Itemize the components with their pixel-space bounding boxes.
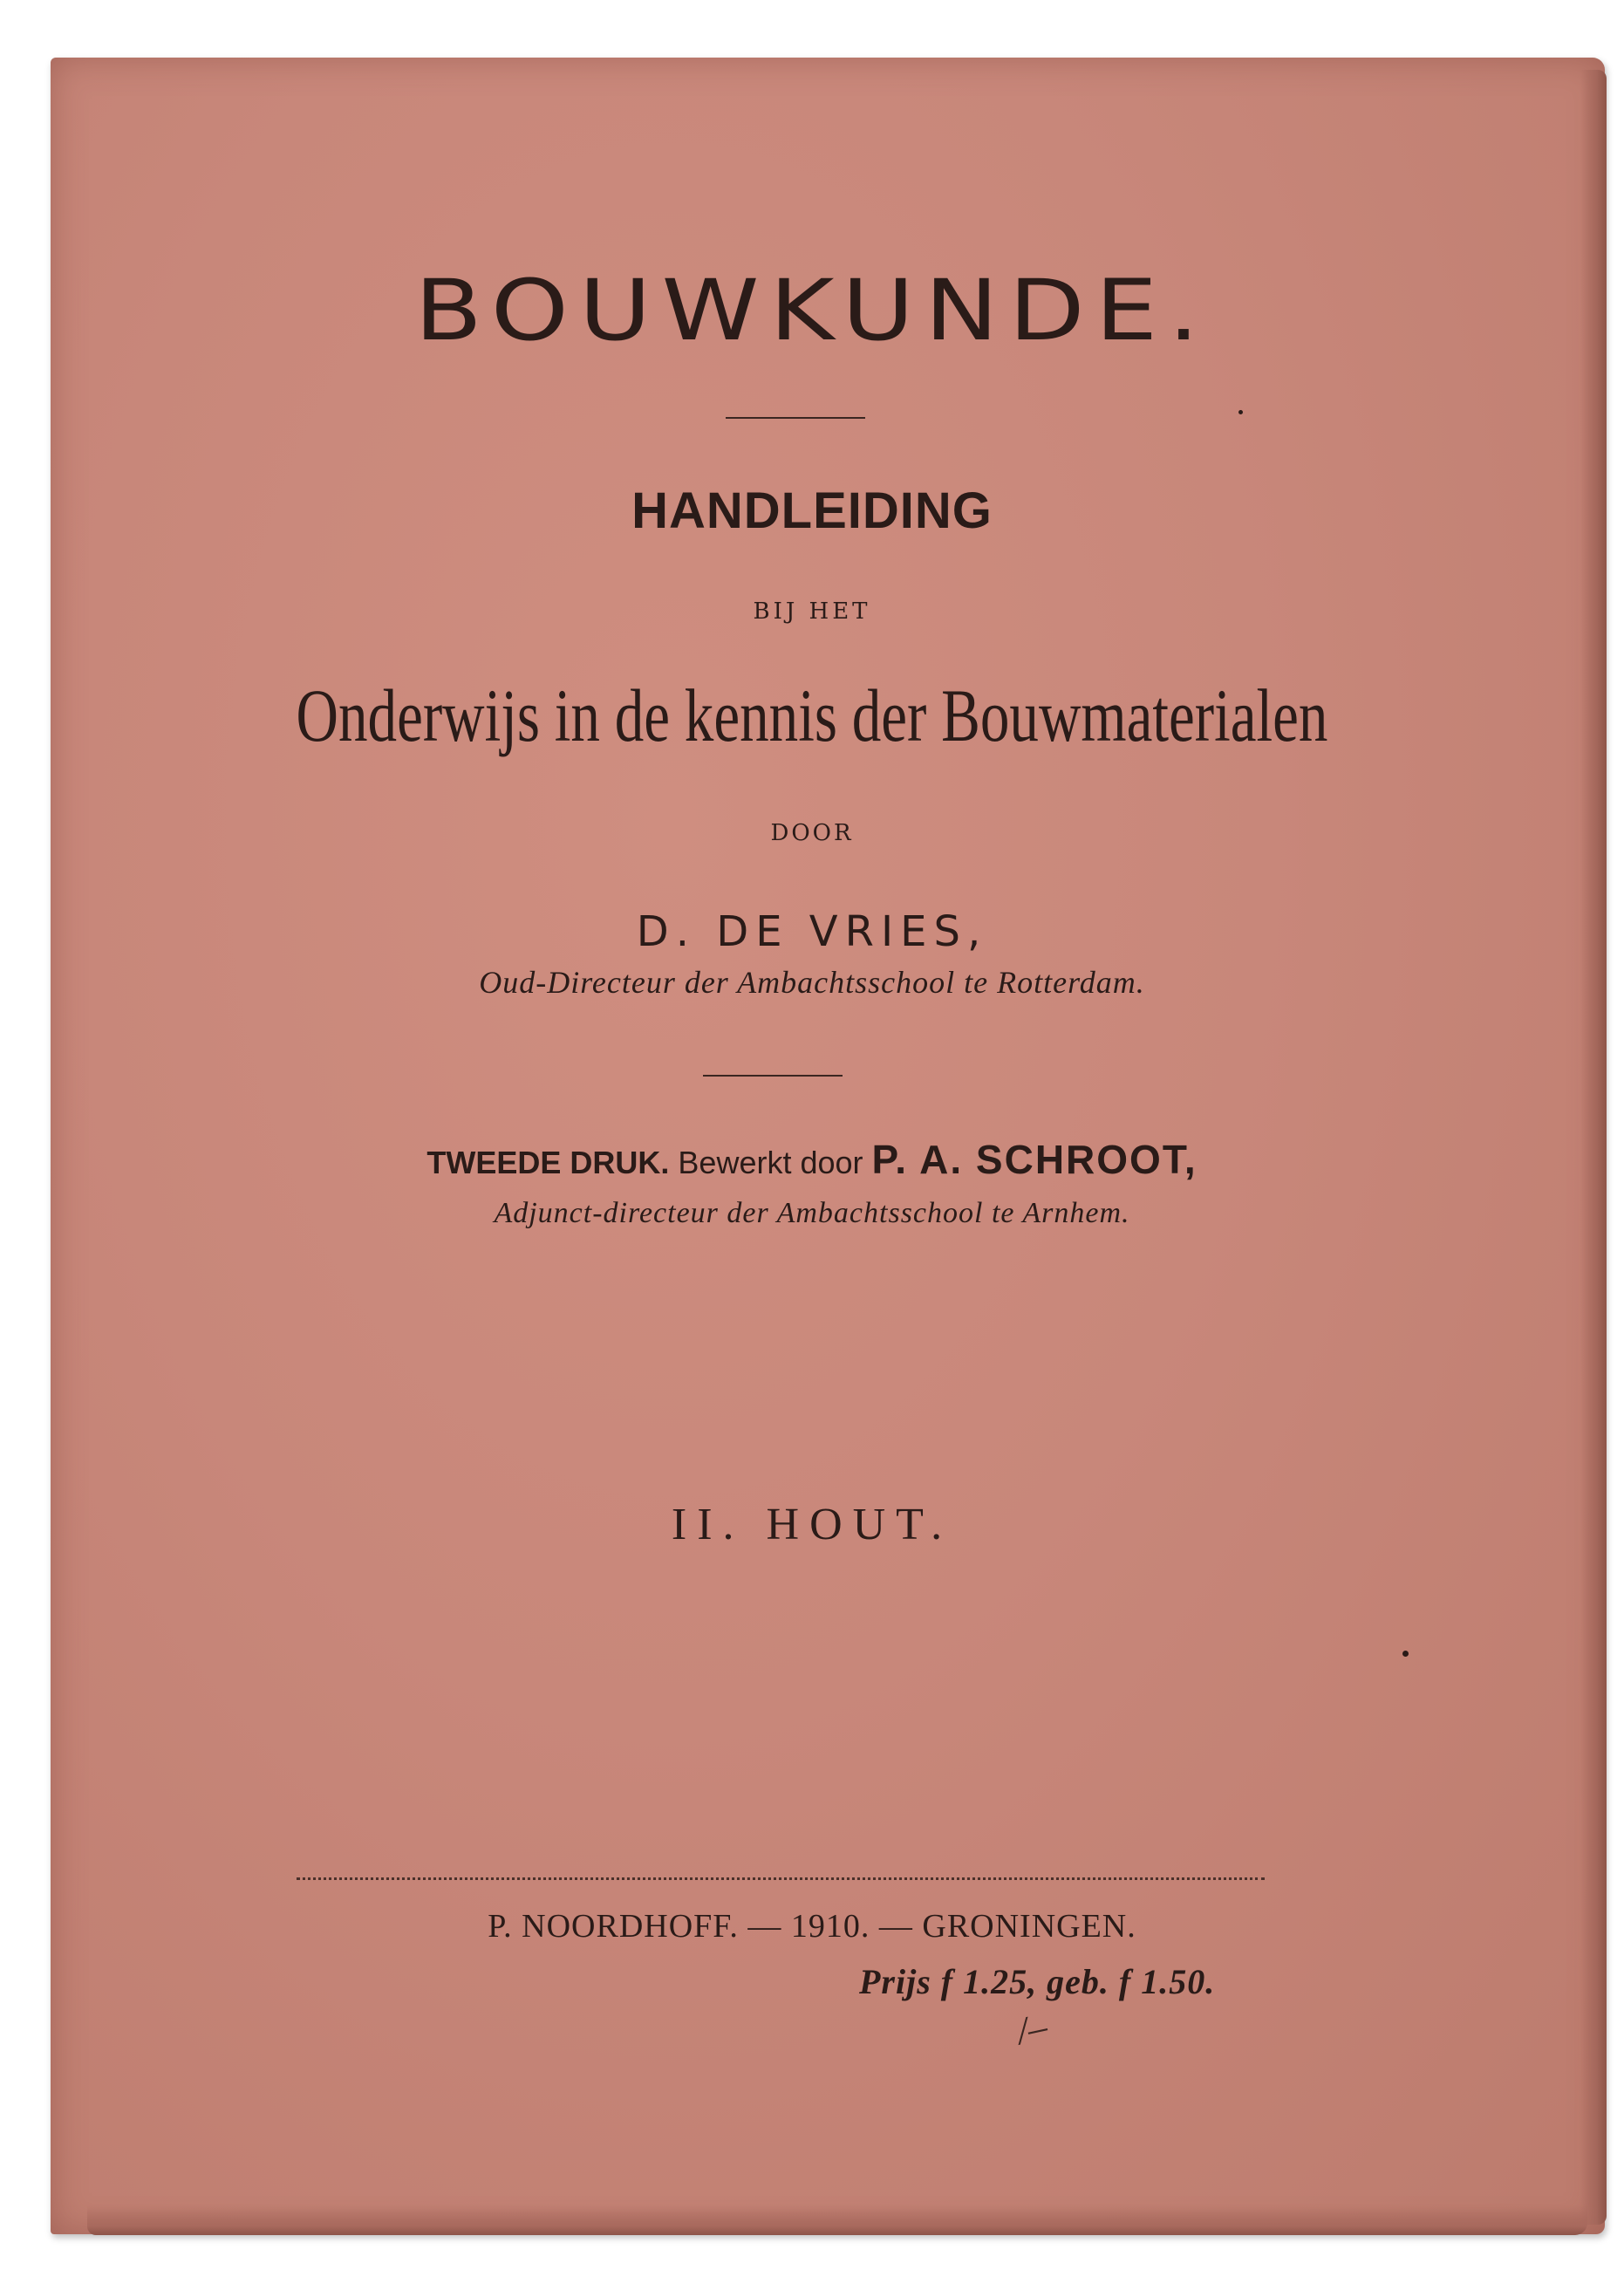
title-rule (726, 417, 865, 419)
ink-speck (1402, 1651, 1409, 1657)
price-line: Prijs f 1.25, geb. f 1.50. (859, 1962, 1216, 2001)
cover-main-heading: Onderwijs in de kennis der Bouwmaterialen (296, 673, 1328, 757)
volume-title: II. HOUT. (671, 1500, 953, 1549)
edited-by: Bewerkt door (678, 1145, 863, 1180)
editor-name: P. A. SCHROOT, (871, 1137, 1198, 1182)
cover-bottom-edge (87, 2205, 1587, 2235)
cover-subtitle: HANDLEIDING (631, 482, 993, 539)
author-role: Oud-Directeur der Ambachtsschool te Rotterdam. (479, 965, 1145, 1000)
publisher-divider (297, 1877, 1265, 1880)
author-name: D. DE VRIES, (636, 907, 988, 956)
edition-line (0, 1136, 1624, 1183)
cover-by: DOOR (770, 820, 854, 846)
ink-speck (1238, 410, 1243, 414)
edition-label: TWEEDE DRUK. (426, 1145, 670, 1180)
cover-connector: BIJ HET (753, 598, 871, 625)
editor-role: Adjunct-directeur der Ambachtsschool te Arnhem. (494, 1197, 1130, 1229)
author-rule (703, 1075, 843, 1077)
handwritten-mark: /– (1013, 2004, 1051, 2054)
cover-title: BOUWKUNDE. (414, 262, 1210, 359)
publisher-line: P. NOORDHOFF. — 1910. — GRONINGEN. (488, 1908, 1136, 1945)
